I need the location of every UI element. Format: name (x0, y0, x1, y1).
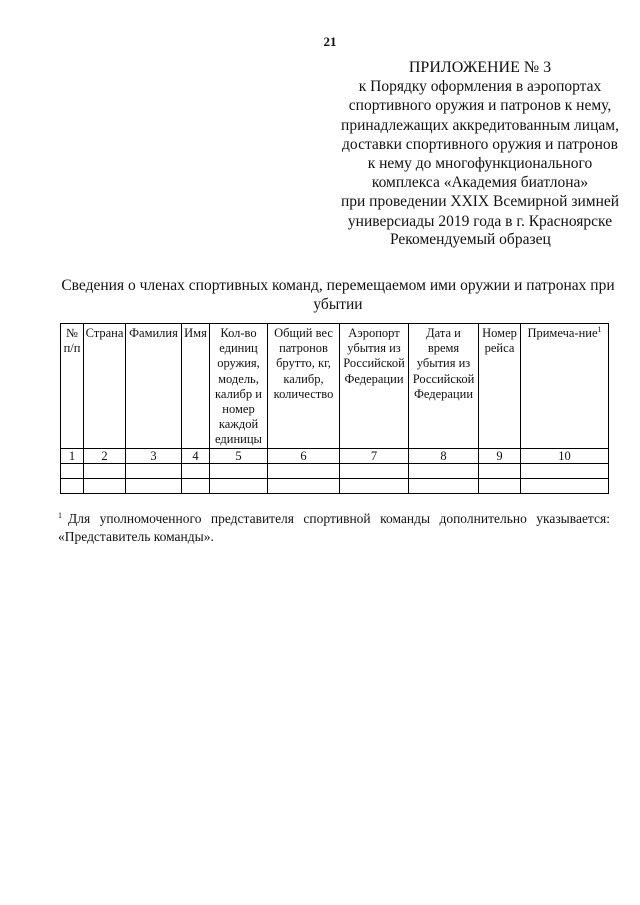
table-cell (126, 479, 182, 494)
table-cell (182, 479, 210, 494)
footnote-line (58, 510, 610, 528)
table-cell (521, 479, 609, 494)
footnote-word: дополнительно (439, 511, 527, 526)
column-number: 8 (409, 449, 479, 464)
table-cell (210, 464, 268, 479)
appendix-line: принадлежащих аккредитованным лицам, (341, 116, 619, 134)
table-cell (210, 479, 268, 494)
header-cell-number: № п/п (61, 324, 84, 449)
column-number: 5 (210, 449, 268, 464)
table-cell (61, 464, 84, 479)
header-cell-note (521, 324, 609, 449)
column-number-row (61, 449, 609, 464)
header-cell-airport: Аэропорт убытия из Российской Федерации (340, 324, 409, 449)
table-cell (479, 464, 521, 479)
header-cell-departure: Дата и время убытия из Российской Федерации (409, 324, 479, 449)
table-row (61, 479, 609, 494)
footnote-ref: 1 (597, 324, 602, 334)
sample-label: Рекомендуемый образец (390, 231, 551, 248)
appendix-line: к нему до многофункционального (367, 155, 593, 173)
header-cell-cartridges: Общий вес патронов брутто, кг, калибр, количество (268, 324, 340, 449)
document-title (58, 276, 618, 314)
appendix-block (330, 58, 630, 231)
appendix-line: спортивного оружия и патронов к нему, (348, 97, 612, 115)
appendix-line: к Порядку оформления в аэропортах (358, 78, 602, 96)
footnote-line: «Представитель команды». (58, 529, 214, 544)
footnote-mark: 1 (58, 510, 62, 520)
table-cell (268, 479, 340, 494)
table-cell (340, 479, 409, 494)
document-title-line: убытии (313, 296, 363, 313)
footnote-word: команды (380, 511, 431, 526)
table-cell (84, 479, 126, 494)
header-cell-name: Имя (182, 324, 210, 449)
column-number: 4 (182, 449, 210, 464)
footnote-word: указывается: (536, 511, 610, 526)
column-number: 10 (521, 449, 609, 464)
table-cell (182, 464, 210, 479)
page-number: 21 (323, 34, 337, 49)
footnote-word: спортивной (303, 511, 371, 526)
table-cell (479, 479, 521, 494)
appendix-line: универсиады 2019 года в г. Красноярске (347, 212, 613, 230)
column-number: 1 (61, 449, 84, 464)
header-note-text: Примеча-ние (527, 326, 598, 340)
table-cell (84, 464, 126, 479)
table-cell (61, 479, 84, 494)
footnote-word: представителя (210, 511, 295, 526)
column-number: 3 (126, 449, 182, 464)
table-cell (340, 464, 409, 479)
column-number: 2 (84, 449, 126, 464)
header-cell-surname: Фамилия (126, 324, 182, 449)
appendix-line: комплекса «Академия биатлона» (371, 174, 589, 192)
appendix-line: при проведении XXIX Всемирной зимней (340, 193, 620, 211)
table-cell (409, 464, 479, 479)
table-row (61, 464, 609, 479)
table-cell (409, 479, 479, 494)
footnote-word: уполномоченного (99, 511, 202, 526)
appendix-line: доставки спортивного оружия и патронов (342, 135, 618, 153)
footnote (58, 510, 610, 546)
column-number: 7 (340, 449, 409, 464)
table-header-row (61, 324, 609, 449)
column-number: 6 (268, 449, 340, 464)
table-cell (521, 464, 609, 479)
header-cell-weapons: Кол-во единиц оружия, модель, калибр и номер каждой единицы (210, 324, 268, 449)
table-cell (126, 464, 182, 479)
column-number: 9 (479, 449, 521, 464)
header-cell-country: Страна (84, 324, 126, 449)
table-cell (268, 464, 340, 479)
footnote-word-text: Для (68, 511, 91, 526)
header-cell-flight: Номер рейса (479, 324, 521, 449)
data-table (60, 323, 609, 494)
appendix-title: ПРИЛОЖЕНИЕ № 3 (408, 59, 552, 76)
document-title-line: Сведения о членах спортивных команд, перемещаемом ими оружии и патронах при (61, 277, 615, 294)
footnote-word (58, 510, 90, 528)
